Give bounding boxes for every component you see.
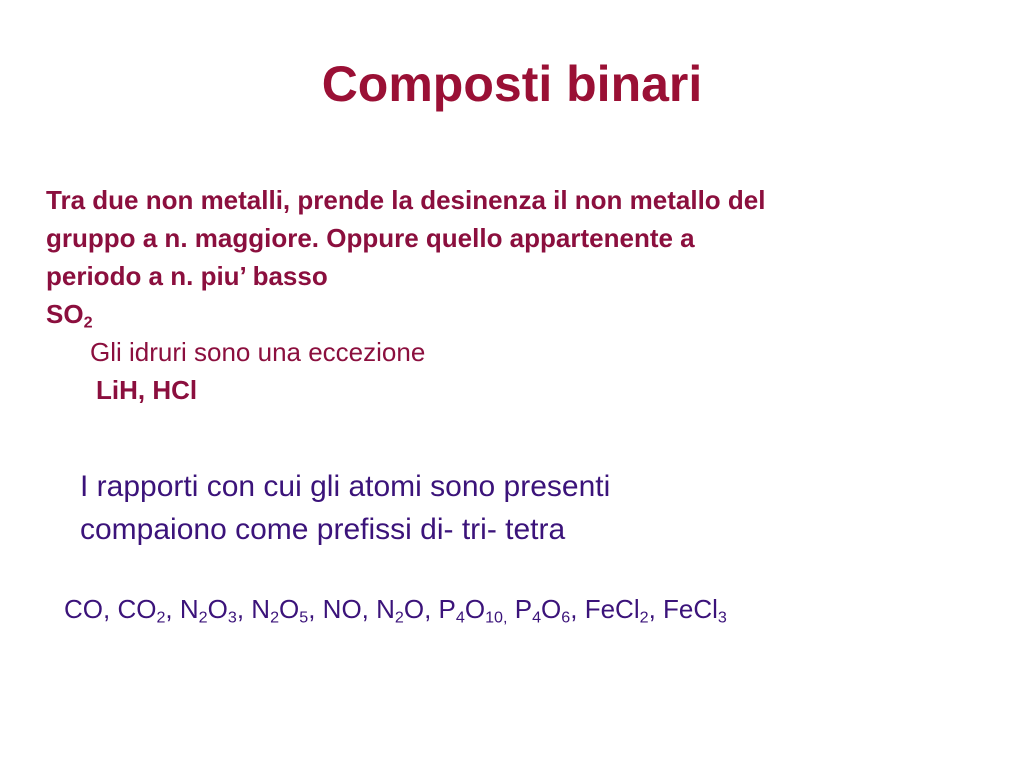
so2-subscript: 2 [83, 313, 93, 332]
formula-text: CO, CO [64, 594, 157, 624]
formula-text: , N [236, 594, 271, 624]
formula-subscript: 6 [561, 608, 571, 627]
formula-text: O [207, 594, 228, 624]
formula-subscript: 5 [299, 608, 309, 627]
formula-subscript: 2 [639, 608, 649, 627]
formula-subscript: 4 [532, 608, 542, 627]
formula-text: O [279, 594, 300, 624]
prefix-rule-paragraph [80, 465, 980, 551]
formula-subscript: 4 [455, 608, 465, 627]
prefix-line-2: compaiono come prefissi di- tri- tetra [80, 513, 566, 546]
formula-subscript: 10, [485, 608, 508, 627]
naming-rule-paragraph [46, 181, 1016, 409]
formula-text: , NO, N [308, 594, 395, 624]
formula-subscript: 2 [394, 608, 404, 627]
prefix-line-1: I rapporti con cui gli atomi sono presenti [80, 470, 611, 503]
formula-text: O [541, 594, 562, 624]
rule-line-2: gruppo a n. maggiore. Oppure quello appartenente a [46, 223, 695, 253]
rule-line-3: periodo a n. piu’ basso [46, 261, 328, 291]
rule-line-1: Tra due non metalli, prende la desinenza il non metallo del [46, 185, 766, 215]
formula-text: O, P [403, 594, 456, 624]
hydride-exception: Gli idruri sono una eccezione [90, 337, 426, 367]
formula-text: , FeCl [648, 594, 718, 624]
slide-title: Composti binari [321, 56, 703, 112]
formula-text: , FeCl [570, 594, 640, 624]
formula-subscript: 2 [270, 608, 280, 627]
formula-examples [64, 590, 1014, 628]
formula-text: , N [165, 594, 199, 624]
so2-base: SO [46, 299, 84, 329]
formula-subscript: 2 [198, 608, 208, 627]
formula-text: P [507, 594, 533, 624]
formula-subscript: 3 [717, 608, 727, 627]
so2-formula [46, 295, 1016, 333]
formula-text: O [464, 594, 486, 624]
formula-subscript: 3 [227, 608, 237, 627]
hydride-examples: LiH, HCl [96, 375, 198, 405]
formula-subscript: 2 [156, 608, 166, 627]
